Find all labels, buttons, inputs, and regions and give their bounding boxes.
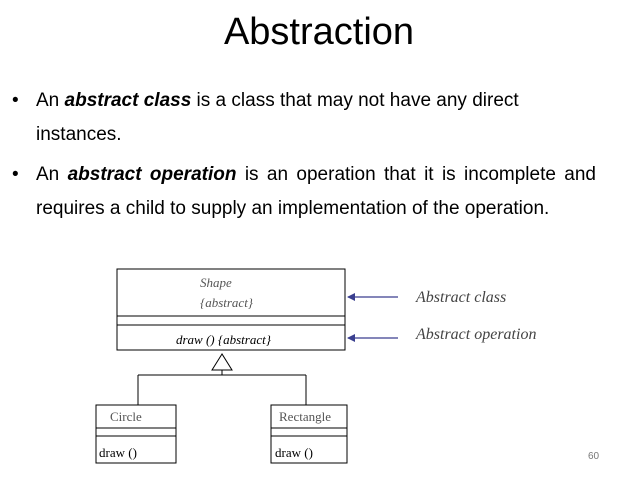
abstract-operation-annotation: Abstract operation — [416, 326, 537, 343]
generalization-triangle-icon — [212, 354, 232, 370]
inheritance-connector — [138, 354, 306, 405]
bullet-emphasis: abstract operation — [67, 164, 237, 185]
slide-page-number: 60 — [588, 451, 600, 462]
bullet-emphasis: abstract class — [64, 90, 192, 111]
bullet-prefix: An — [36, 90, 65, 111]
bullet-suffix: is a class that may not have any direct instances. — [36, 90, 519, 145]
bullet-dot-icon: • — [12, 90, 19, 111]
rectangle-class-name: Rectangle — [279, 409, 331, 424]
rectangle-class-operation: draw () — [275, 445, 313, 460]
bullet-dot-icon: • — [12, 164, 19, 185]
shape-class-operation: draw () {abstract} — [176, 332, 271, 347]
bullet-prefix: An — [36, 164, 68, 185]
bullet-suffix: is an operation that it is incomplete and requires a child to supply an implementation of the operation. — [36, 164, 596, 219]
slide-title: Abstraction — [223, 11, 415, 53]
rectangle-class-box — [271, 405, 347, 463]
abstract-class-annotation: Abstract class — [416, 289, 507, 306]
shape-class-box — [117, 269, 345, 350]
shape-class-stereotype: {abstract} — [200, 295, 254, 310]
circle-class-box — [96, 405, 176, 463]
circle-class-name: Circle — [110, 409, 142, 424]
circle-class-operation: draw () — [99, 445, 137, 460]
shape-class-name: Shape — [200, 275, 232, 290]
